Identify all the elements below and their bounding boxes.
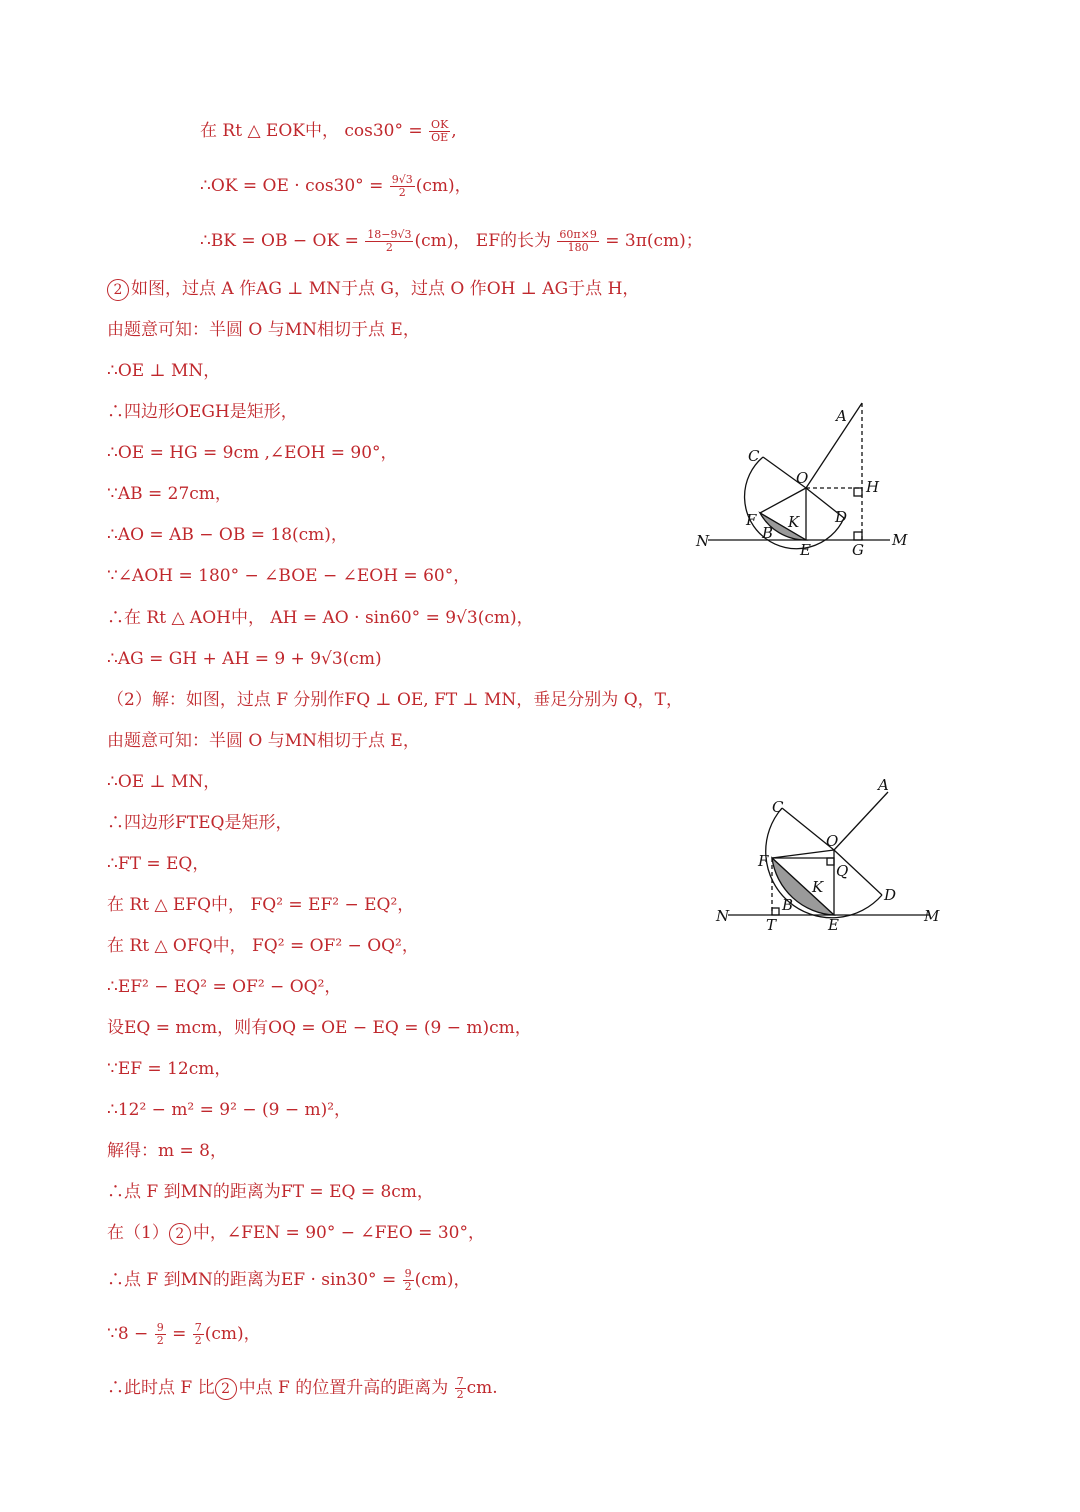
fraction — [155, 1322, 166, 1347]
line-29-mid: = — [172, 1324, 187, 1344]
line-19 — [107, 893, 414, 917]
label-b: B — [782, 896, 794, 914]
line-1-pre: 在 Rt △ EOK中， cos30° = — [200, 121, 423, 141]
line-27-pre: 在（1） — [107, 1223, 169, 1243]
line-29 — [107, 1322, 261, 1347]
line-11-text: ∵∠AOH = 180° − ∠BOE − ∠EOH = 60°， — [107, 566, 471, 586]
line-26 — [107, 1180, 434, 1204]
line-5-text: 由题意可知：半圆 O 与MN相切于点 E， — [107, 320, 420, 340]
line-29-post: (cm)， — [204, 1324, 261, 1344]
line-13-text: ∴AG = GH + AH = 9 + 9√3(cm) — [107, 649, 382, 669]
line-24 — [107, 1098, 351, 1122]
geometry-figure-2 — [710, 770, 950, 940]
line-24-text: ∴12² − m² = 9² − (9 − m)²， — [107, 1100, 352, 1120]
line-30-post: cm. — [466, 1378, 498, 1398]
frac-num: 18−9√3 — [367, 228, 412, 241]
line-27-post: 中，∠FEN = 90° − ∠FEO = 30°， — [192, 1223, 485, 1243]
frac-den: 2 — [398, 186, 406, 199]
line-28-pre: ∴点 F 到MN的距离为EF · sin30° = — [107, 1270, 397, 1290]
line-18-text: ∴FT = EQ， — [107, 854, 210, 874]
line-15 — [107, 729, 420, 753]
label-o: O — [796, 469, 809, 487]
line-3-post: = 3π(cm)； — [605, 231, 703, 251]
segment-of — [772, 850, 834, 858]
line-17-text: ∴四边形FTEQ是矩形， — [107, 813, 293, 833]
line-7 — [107, 400, 298, 424]
fraction — [557, 229, 598, 254]
label-b: B — [762, 524, 774, 542]
line-3-pre: ∴BK = OB − OK = — [200, 231, 359, 251]
line-28-post: (cm)， — [414, 1270, 471, 1290]
circled-number: 2 — [169, 1223, 191, 1245]
line-21 — [107, 975, 341, 999]
line-22 — [107, 1016, 532, 1040]
line-4-pre: 如图，过点 A 作AG ⊥ MN于点 G，过点 O 作OH ⊥ AG于点 H， — [131, 279, 640, 299]
segment-oa — [806, 403, 862, 488]
line-8-text: ∴OE = HG = 9cm ,∠EOH = 90°， — [107, 443, 398, 463]
line-20-text: 在 Rt △ OFQ中， FQ² = OF² − OQ²， — [107, 936, 419, 956]
line-4 — [107, 277, 639, 301]
label-n: N — [716, 907, 730, 925]
line-11 — [107, 564, 470, 588]
line-18 — [107, 852, 209, 876]
line-10 — [107, 523, 348, 547]
line-15-text: 由题意可知：半圆 O 与MN相切于点 E， — [107, 731, 420, 751]
line-6 — [107, 359, 220, 383]
label-m: M — [924, 907, 940, 925]
line-1-post: , — [451, 121, 457, 141]
line-3-mid: (cm)， EF的长为 — [414, 231, 551, 251]
right-angle-mark-q — [827, 858, 834, 865]
line-25-text: 解得：m = 8， — [107, 1141, 227, 1161]
line-19-text: 在 Rt △ EFQ中， FQ² = EF² − EQ²， — [107, 895, 415, 915]
frac-den: 180 — [567, 241, 589, 254]
line-17 — [107, 811, 292, 835]
label-m: M — [892, 531, 908, 549]
label-e: E — [828, 916, 839, 934]
fraction — [390, 174, 415, 199]
line-5 — [107, 318, 420, 342]
line-12 — [107, 606, 534, 630]
fraction — [429, 119, 450, 144]
right-angle-mark-g — [854, 532, 862, 540]
label-c: C — [772, 798, 784, 816]
right-angle-mark-t — [772, 908, 779, 915]
line-16-text: ∴OE ⊥ MN， — [107, 772, 221, 792]
line-8 — [107, 441, 398, 465]
frac-den: 2 — [456, 1388, 464, 1401]
label-t: T — [766, 916, 777, 934]
line-12-text: ∴在 Rt △ AOH中， AH = AO · sin60° = 9√3(cm)， — [107, 608, 534, 628]
frac-num: 9 — [156, 1321, 164, 1334]
line-30 — [107, 1376, 498, 1401]
line-2-pre: ∴OK = OE · cos30° = — [200, 176, 384, 196]
label-a: A — [878, 776, 889, 794]
segment-of — [760, 488, 806, 513]
frac-num: 7 — [194, 1321, 202, 1334]
frac-num: 9√3 — [391, 173, 413, 186]
label-d: D — [835, 508, 848, 526]
line-9 — [107, 482, 232, 506]
frac-num: 9 — [404, 1267, 412, 1280]
frac-den: 2 — [156, 1334, 164, 1347]
label-e: E — [800, 541, 811, 559]
line-26-text: ∴点 F 到MN的距离为FT = EQ = 8cm， — [107, 1182, 434, 1202]
line-25 — [107, 1139, 227, 1163]
frac-den: OE — [431, 131, 449, 144]
fraction — [455, 1376, 466, 1401]
fraction — [365, 229, 413, 254]
line-29-pre: ∵8 − — [107, 1324, 149, 1344]
label-a: A — [836, 407, 847, 425]
line-2-post: (cm)， — [415, 176, 472, 196]
line-1 — [200, 119, 457, 144]
line-7-text: ∴四边形OEGH是矩形， — [107, 402, 298, 422]
line-2 — [200, 174, 472, 199]
frac-den: 2 — [194, 1334, 202, 1347]
line-30-mid: 中点 F 的位置升高的距离为 — [238, 1378, 449, 1398]
line-9-text: ∵AB = 27cm， — [107, 484, 232, 504]
right-angle-mark-h — [854, 488, 862, 496]
line-10-text: ∴AO = AB − OB = 18(cm)， — [107, 525, 348, 545]
label-c: C — [748, 447, 760, 465]
line-16 — [107, 770, 220, 794]
line-30-pre: ∴此时点 F 比 — [107, 1378, 215, 1398]
line-22-text: 设EQ = mcm，则有OQ = OE − EQ = (9 − m)cm， — [107, 1018, 532, 1038]
line-14-text: （2）解：如图，过点 F 分别作FQ ⊥ OE, FT ⊥ MN，垂足分别为 Q，T， — [107, 690, 683, 710]
line-3 — [200, 229, 703, 254]
line-27 — [107, 1221, 485, 1245]
label-q: Q — [836, 862, 849, 880]
label-o: O — [826, 832, 839, 850]
label-h: H — [866, 478, 880, 496]
frac-num: 7 — [456, 1375, 464, 1388]
line-21-text: ∴EF² − EQ² = OF² − OQ²， — [107, 977, 342, 997]
fraction — [403, 1268, 414, 1293]
line-6-text: ∴OE ⊥ MN， — [107, 361, 221, 381]
label-g: G — [852, 541, 864, 559]
line-14 — [107, 688, 683, 712]
frac-num: 60π×9 — [559, 228, 597, 241]
label-f: F — [758, 852, 769, 870]
line-23-text: ∵EF = 12cm， — [107, 1059, 232, 1079]
frac-den: 2 — [404, 1280, 412, 1293]
line-20 — [107, 934, 419, 958]
circled-number: 2 — [107, 279, 129, 301]
geometry-figure-1 — [690, 395, 920, 565]
segment-oa — [834, 792, 888, 850]
line-28 — [107, 1268, 471, 1293]
label-n: N — [696, 532, 710, 550]
label-k: K — [812, 878, 824, 896]
line-23 — [107, 1057, 231, 1081]
frac-den: 2 — [385, 241, 393, 254]
label-k: K — [788, 513, 800, 531]
frac-num: OK — [431, 118, 449, 131]
line-13 — [107, 647, 382, 671]
circled-number: 2 — [215, 1378, 237, 1400]
label-f: F — [746, 511, 757, 529]
label-d: D — [884, 886, 897, 904]
fraction — [193, 1322, 204, 1347]
